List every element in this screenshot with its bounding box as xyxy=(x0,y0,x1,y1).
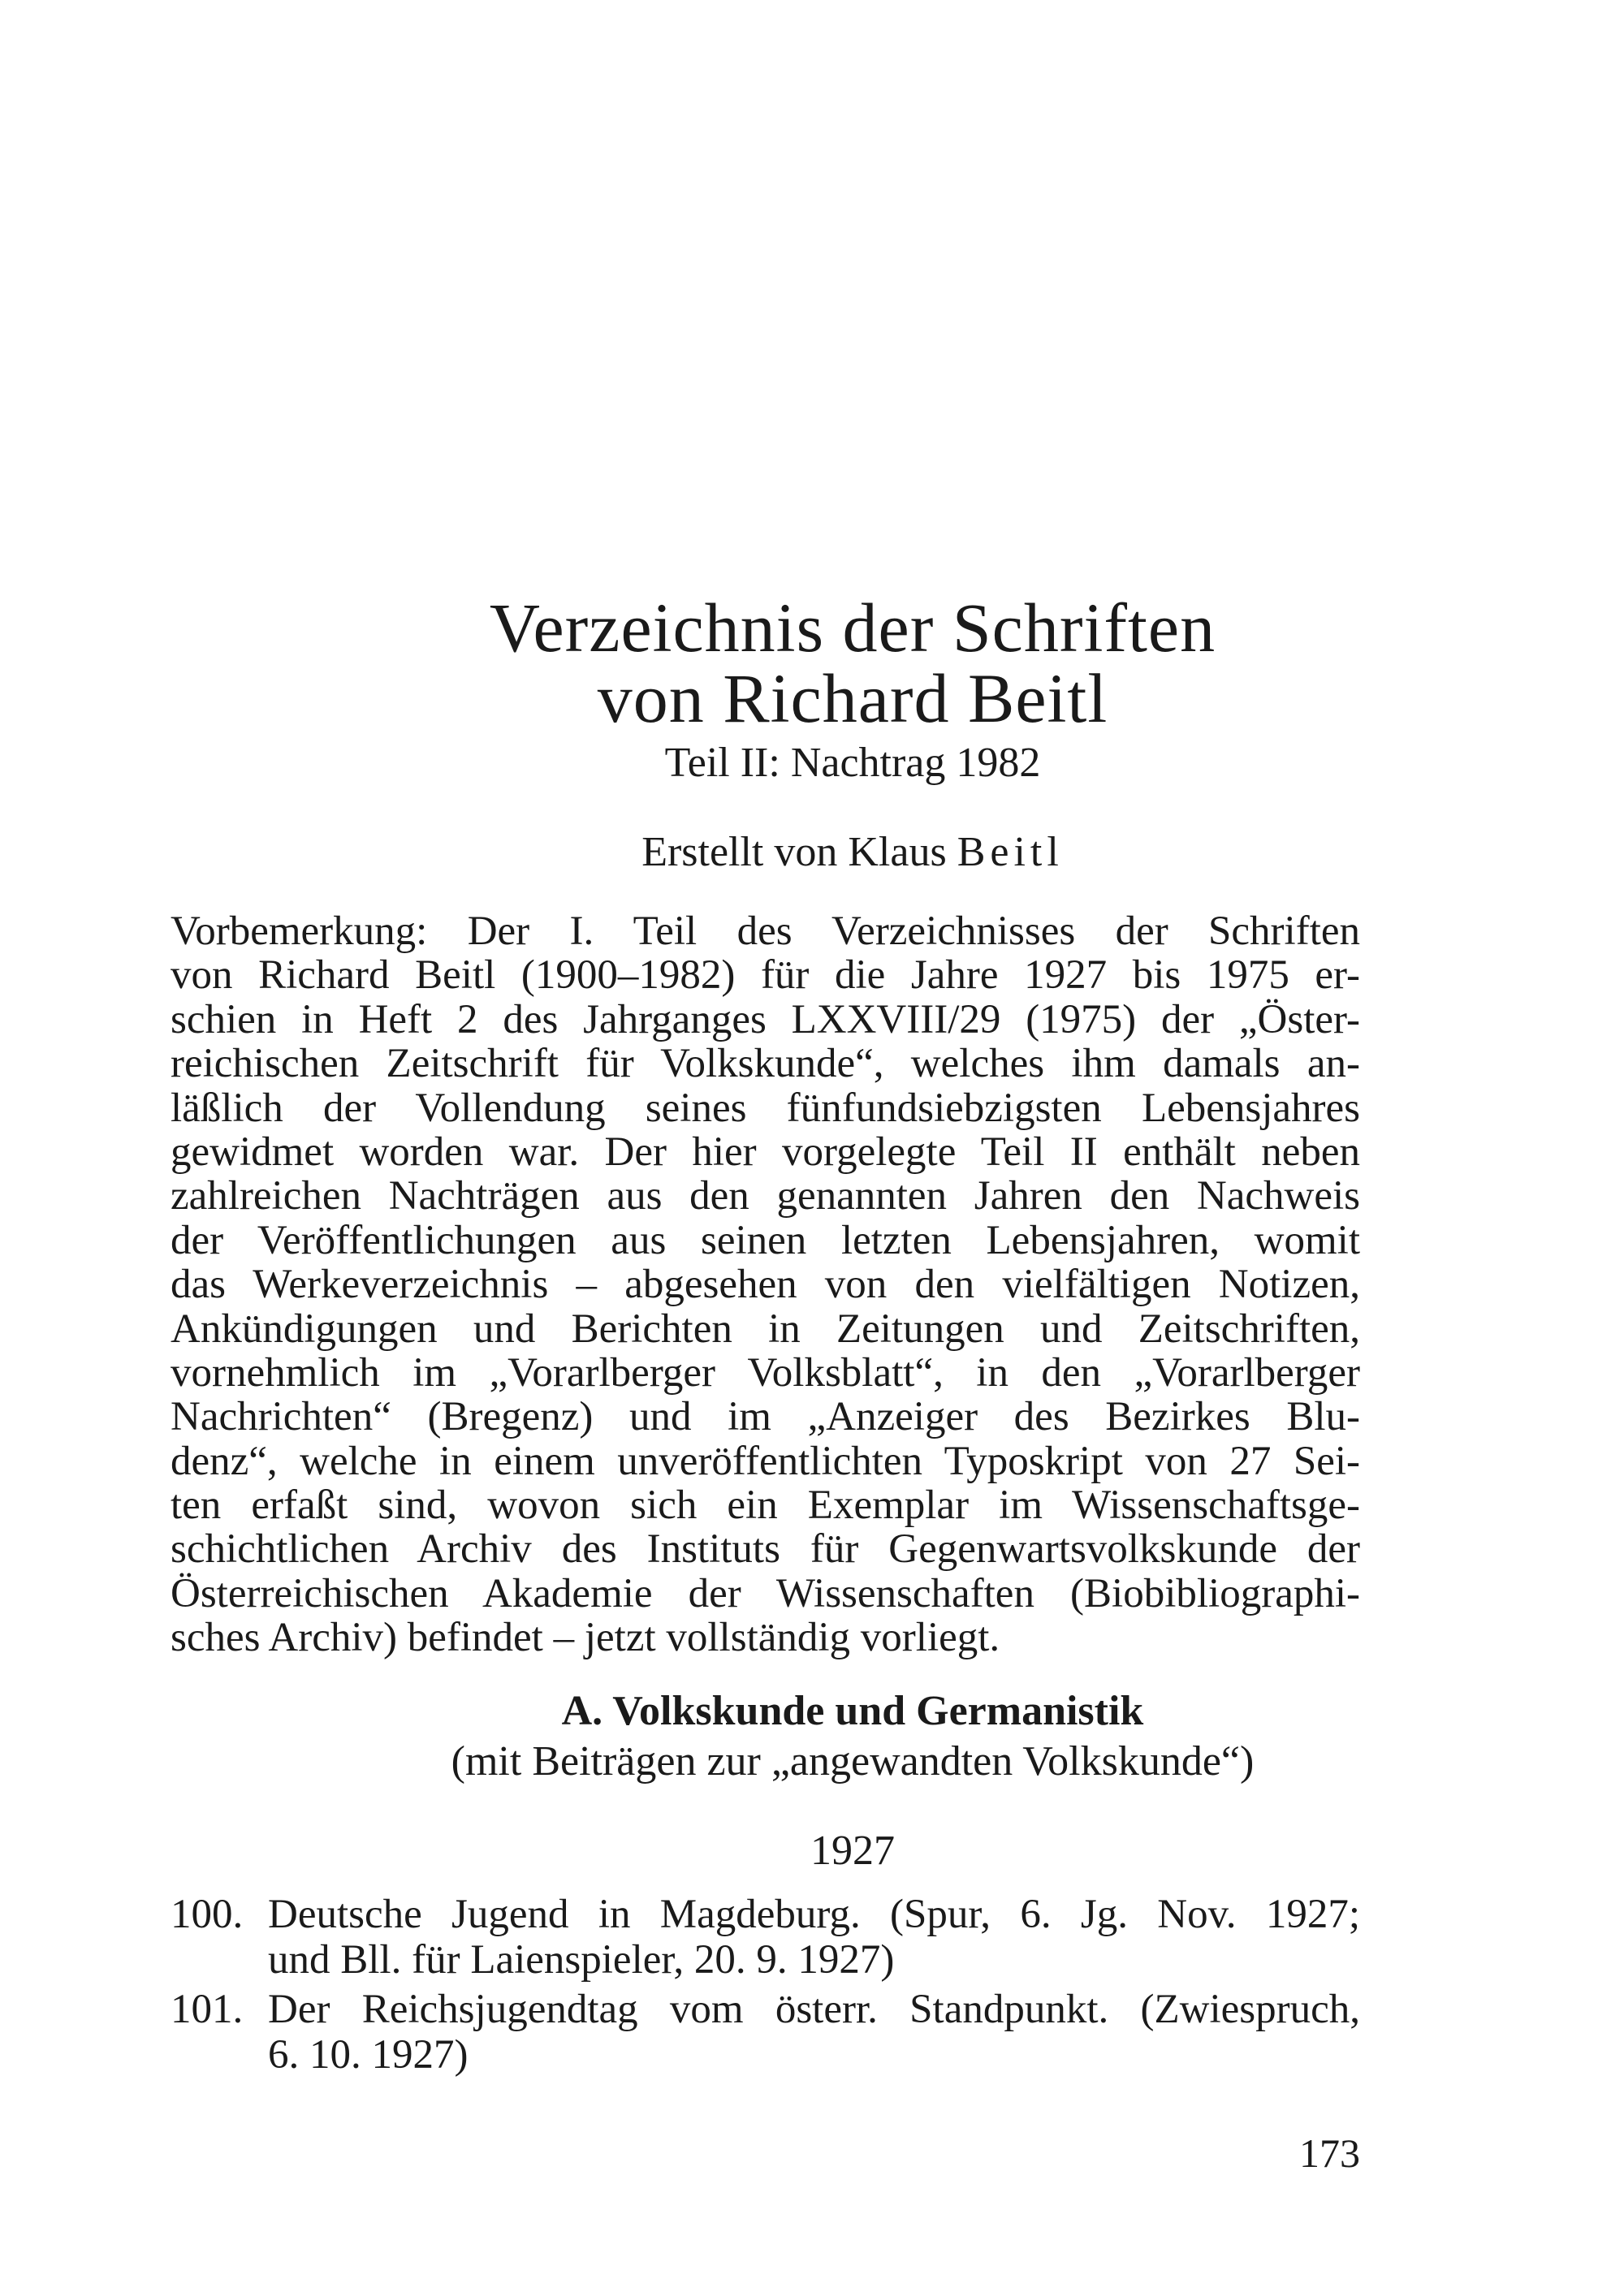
entry-line: Der Reichsjugendtag vom österr. Standpunkt. (Zwiespruch, xyxy=(268,1987,1360,2032)
preface-paragraph xyxy=(171,909,1360,1660)
preface-line: vornehmlich im „Vorarlberger Volksblatt“, in den „Vorarlberger xyxy=(171,1349,1360,1396)
entry-line: Deutsche Jugend in Magdeburg. (Spur, 6. Jg. Nov. 1927; xyxy=(268,1892,1360,1937)
preface-line: zahlreichen Nachträgen aus den genannten Jahren den Nachweis xyxy=(171,1173,1360,1219)
preface-line: Vorbemerkung: Der I. Teil des Verzeichnisses der Schriften xyxy=(171,908,1360,954)
entry-number: 101. xyxy=(171,1987,244,2032)
title-line-2: von Richard Beitl xyxy=(597,659,1108,737)
preface-line: von Richard Beitl (1900–1982) für die Jahre 1927 bis 1975 er- xyxy=(171,952,1360,999)
preface-line: schichtlichen Archiv des Instituts für Gegenwartsvolkskunde der xyxy=(171,1526,1360,1573)
section-subheading: (mit Beiträgen zur „angewandten Volkskunde“) xyxy=(451,1738,1255,1785)
preface-line: Österreichischen Akademie der Wissenschaften (Biobibliographi- xyxy=(171,1570,1360,1616)
entry-number: 100. xyxy=(171,1892,244,1937)
preface-line: der Veröffentlichungen aus seinen letzten Lebensjahren, womit xyxy=(171,1217,1360,1263)
entry-line: 6. 10. 1927) xyxy=(268,2032,469,2078)
preface-line: reichischen Zeitschrift für Volkskunde“, welches ihm damals an- xyxy=(171,1041,1360,1087)
title-line-1: Verzeichnis der Schriften xyxy=(489,589,1216,667)
preface-line: läßlich der Vollendung seines fünfundsiebzigsten Lebensjahres xyxy=(171,1085,1360,1131)
preface-line: ten erfaßt sind, wovon sich ein Exemplar im Wissenschaftsge- xyxy=(171,1482,1360,1529)
subtitle: Teil II: Nachtrag 1982 xyxy=(664,740,1041,786)
author-line xyxy=(41,828,1624,877)
bibliography-entry xyxy=(171,1987,1360,2078)
preface-line: gewidmet worden war. Der hier vorgelegte Teil II enthält neben xyxy=(171,1129,1360,1175)
preface-line: Ankündigungen und Berichten in Zeitungen und Zeitschriften, xyxy=(171,1306,1360,1352)
section-heading: A. Volkskunde und Germanistik xyxy=(561,1688,1144,1734)
preface-line: sches Archiv) befindet – jetzt vollständig vorliegt. xyxy=(171,1615,1000,1661)
preface-line: denz“, welche in einem unveröffentlichten Typoskript von 27 Sei- xyxy=(171,1438,1360,1484)
author-name: Beitl xyxy=(957,829,1064,875)
year-heading: 1927 xyxy=(810,1828,895,1874)
preface-line: Nachrichten“ (Bregenz) und im „Anzeiger des Bezirkes Blu- xyxy=(171,1394,1360,1440)
preface-line: das Werkeverzeichnis – abgesehen von den vielfältigen Notizen, xyxy=(171,1262,1360,1308)
preface-line: schien in Heft 2 des Jahrganges LXXVIII/29 (1975) der „Öster- xyxy=(171,996,1360,1042)
page-number: 173 xyxy=(1299,2130,1360,2176)
bibliography-entry xyxy=(171,1892,1360,1983)
entry-content xyxy=(268,1892,1360,1983)
entry-content xyxy=(268,1987,1360,2078)
author-prefix: Erstellt von Klaus xyxy=(641,829,947,875)
entry-line: und Bll. für Laienspieler, 20. 9. 1927) xyxy=(268,1937,895,1983)
